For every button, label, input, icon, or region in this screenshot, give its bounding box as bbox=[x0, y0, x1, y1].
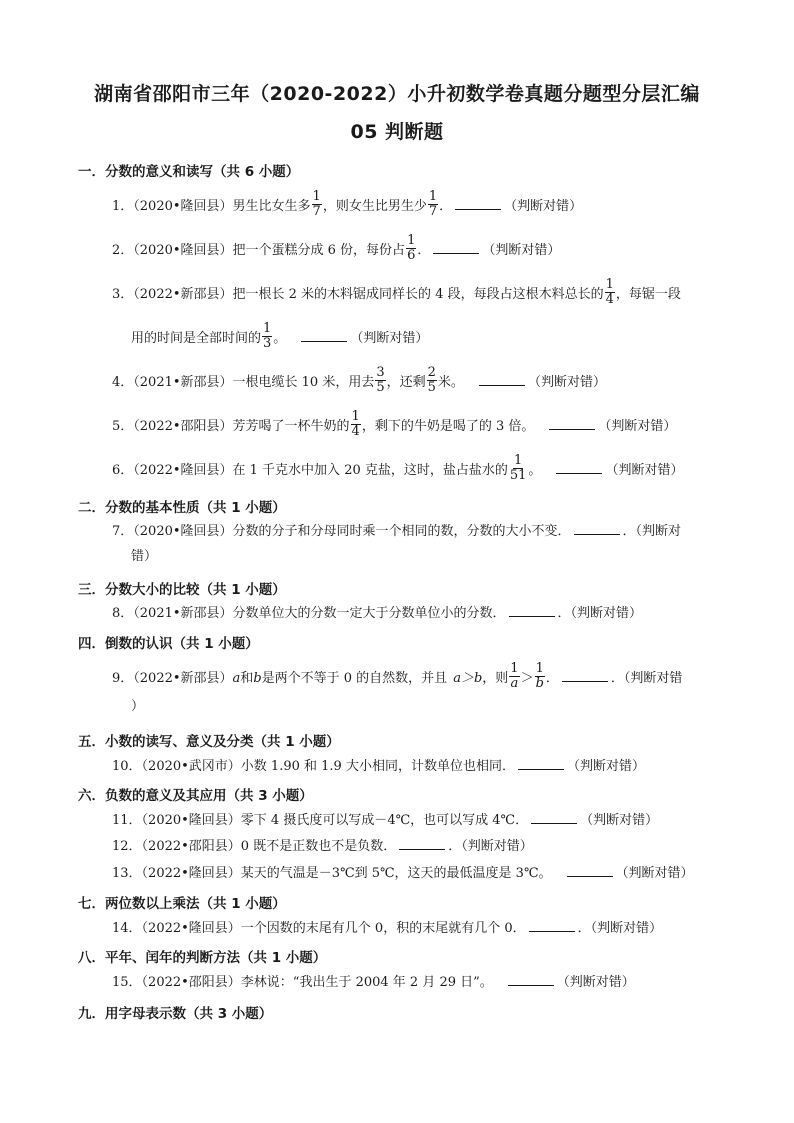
fraction: $\frac{1}{4}$ bbox=[351, 409, 360, 439]
question-7-continued: 错） bbox=[131, 549, 158, 564]
question-11: 11．（2020•隆回县）零下 4 摄氏度可以写成－4℃，也可以写成 4℃． （判断对错） bbox=[112, 813, 659, 828]
answer-blank[interactable] bbox=[509, 604, 555, 617]
question-text: 10．（2020•武冈市）小数 1.90 和 1.9 大小相同，计数单位也相同． bbox=[112, 759, 515, 774]
question-text: 15．（2022•邵阳县）李林说：“我出生于 2004 年 2 月 29 日”。 bbox=[112, 975, 493, 990]
section-heading-3: 三．分数大小的比较（共 1 小题） bbox=[78, 582, 286, 598]
question-text: 7．（2020•隆回县）分数的分子和分母同时乘一个相同的数，分数的大小不变． bbox=[112, 524, 571, 539]
answer-blank[interactable] bbox=[574, 522, 620, 535]
question-8: 8．（2021•新邵县）分数单位大的分数一定大于分数单位小的分数． ．（判断对错） bbox=[112, 606, 643, 621]
fraction: $\frac{1}{4}$ bbox=[605, 277, 614, 307]
answer-blank[interactable] bbox=[562, 669, 608, 682]
question-9: 9．（2022•新邵县）a和b是两个不等于 0 的自然数，并且 a＞b，则 $\frac{1}{a}$ ＞ $\frac{1}{b}$ ． ．（判断对错 bbox=[112, 661, 683, 691]
question-text: 3．（2022•新邵县）把一根长 2 米的木料锯成同样长的 4 段，每段占这根木料总长的 bbox=[112, 287, 604, 302]
fraction: $\frac{1}{6}$ bbox=[407, 233, 416, 263]
question-6: 6．（2022•隆回县）在 1 千克水中加入 20 克盐，这时，盐占盐水的 $\frac{1}{51}$ 。 （判断对错） bbox=[112, 453, 684, 483]
question-text: 2．（2020•隆回县）把一个蛋糕分成 6 份，每份占 bbox=[112, 243, 406, 258]
answer-blank[interactable] bbox=[399, 837, 445, 850]
answer-blank[interactable] bbox=[556, 461, 602, 474]
section-heading-5: 五．小数的读写、意义及分类（共 1 小题） bbox=[78, 734, 340, 750]
answer-blank[interactable] bbox=[433, 241, 479, 254]
question-text: 11．（2020•隆回县）零下 4 摄氏度可以写成－4℃，也可以写成 4℃． bbox=[112, 813, 529, 828]
fraction: $\frac{1}{b}$ bbox=[535, 661, 544, 691]
document-subtitle: 05 判断题 bbox=[350, 121, 444, 143]
answer-blank[interactable] bbox=[455, 197, 501, 210]
answer-blank[interactable] bbox=[518, 757, 564, 770]
question-text: 4．（2021•新邵县）一根电缆长 10 米，用去 bbox=[112, 375, 375, 390]
fraction: $\frac{2}{5}$ bbox=[427, 365, 436, 395]
section-heading-6: 六．负数的意义及其应用（共 3 小题） bbox=[78, 788, 313, 804]
fraction: $\frac{1}{3}$ bbox=[263, 321, 272, 351]
question-2: 2．（2020•隆回县）把一个蛋糕分成 6 份，每份占 $\frac{1}{6}$ ． （判断对错） bbox=[112, 233, 561, 263]
question-text: 6．（2022•隆回县）在 1 千克水中加入 20 克盐，这时，盐占盐水的 bbox=[112, 463, 508, 478]
question-text: 12．（2022•邵阳县）0 既不是正数也不是负数． bbox=[112, 839, 397, 854]
question-1: 1．（2020•隆回县）男生比女生多 $\frac{1}{7}$ ，则女生比男生少 $\frac{1}{7}$ ． （判断对错） bbox=[112, 189, 583, 219]
question-12: 12．（2022•邵阳县）0 既不是正数也不是负数． ．（判断对错） bbox=[112, 839, 533, 854]
question-14: 14．（2022•隆回县）一个因数的末尾有几个 0，积的末尾就有几个 0． ．（判断对错） bbox=[112, 921, 663, 936]
fraction: $\frac{1}{7}$ bbox=[312, 189, 321, 219]
document-title: 湖南省邵阳市三年（2020-2022）小升初数学卷真题分题型分层汇编 bbox=[94, 83, 700, 105]
question-13: 13．（2022•隆回县）某天的气温是－3℃到 5℃，这天的最低温度是 3℃。 （判断对错） bbox=[112, 866, 694, 881]
question-text: 9．（2022•新邵县） bbox=[112, 671, 233, 686]
section-heading-4: 四．倒数的认识（共 1 小题） bbox=[78, 636, 259, 652]
question-15: 15．（2022•邵阳县）李林说：“我出生于 2004 年 2 月 29 日”。 （判断对错） bbox=[112, 975, 635, 990]
answer-blank[interactable] bbox=[508, 973, 554, 986]
section-heading-8: 八．平年、闰年的判断方法（共 1 小题） bbox=[78, 950, 327, 966]
fraction: $\frac{1}{a}$ bbox=[510, 661, 519, 691]
question-9-continued: ） bbox=[131, 699, 145, 714]
section-heading-7: 七．两位数以上乘法（共 1 小题） bbox=[78, 896, 286, 912]
question-text: 14．（2022•隆回县）一个因数的末尾有几个 0，积的末尾就有几个 0． bbox=[112, 921, 526, 936]
question-text: 8．（2021•新邵县）分数单位大的分数一定大于分数单位小的分数． bbox=[112, 606, 506, 621]
answer-blank[interactable] bbox=[529, 919, 575, 932]
question-3: 3．（2022•新邵县）把一根长 2 米的木料锯成同样长的 4 段，每段占这根木料总长的 $\frac{1}{4}$ ，每锯一段 bbox=[112, 277, 681, 307]
fraction: $\frac{1}{51}$ bbox=[509, 453, 527, 483]
question-5: 5．（2022•邵阳县）芳芳喝了一杯牛奶的 $\frac{1}{4}$ ，剩下的牛奶是喝了的 3 倍。 （判断对错） bbox=[112, 409, 677, 439]
question-7: 7．（2020•隆回县）分数的分子和分母同时乘一个相同的数，分数的大小不变． ．（判断对 bbox=[112, 524, 682, 539]
question-4: 4．（2021•新邵县）一根电缆长 10 米，用去 $\frac{3}{5}$ ，还剩 $\frac{2}{5}$ 米。 （判断对错） bbox=[112, 365, 606, 395]
answer-blank[interactable] bbox=[531, 811, 577, 824]
answer-blank[interactable] bbox=[301, 329, 347, 342]
question-text: 5．（2022•邵阳县）芳芳喝了一杯牛奶的 bbox=[112, 419, 350, 434]
question-3-continued: 用的时间是全部时间的 $\frac{1}{3}$ 。 （判断对错） bbox=[131, 321, 429, 351]
answer-blank[interactable] bbox=[567, 864, 613, 877]
section-heading-9: 九．用字母表示数（共 3 小题） bbox=[78, 1006, 273, 1022]
question-text: 13．（2022•隆回县）某天的气温是－3℃到 5℃，这天的最低温度是 3℃。 bbox=[112, 866, 552, 881]
question-10: 10．（2020•武冈市）小数 1.90 和 1.9 大小相同，计数单位也相同． （判断对错） bbox=[112, 759, 645, 774]
fraction: $\frac{1}{7}$ bbox=[428, 189, 438, 219]
section-heading-2: 二．分数的基本性质（共 1 小题） bbox=[78, 500, 286, 516]
fraction: $\frac{3}{5}$ bbox=[376, 365, 385, 395]
section-heading-1: 一．分数的意义和读写（共 6 小题） bbox=[78, 164, 300, 180]
question-text: 1．（2020•隆回县）男生比女生多 bbox=[112, 199, 311, 214]
answer-blank[interactable] bbox=[479, 373, 525, 386]
answer-blank[interactable] bbox=[549, 417, 595, 430]
